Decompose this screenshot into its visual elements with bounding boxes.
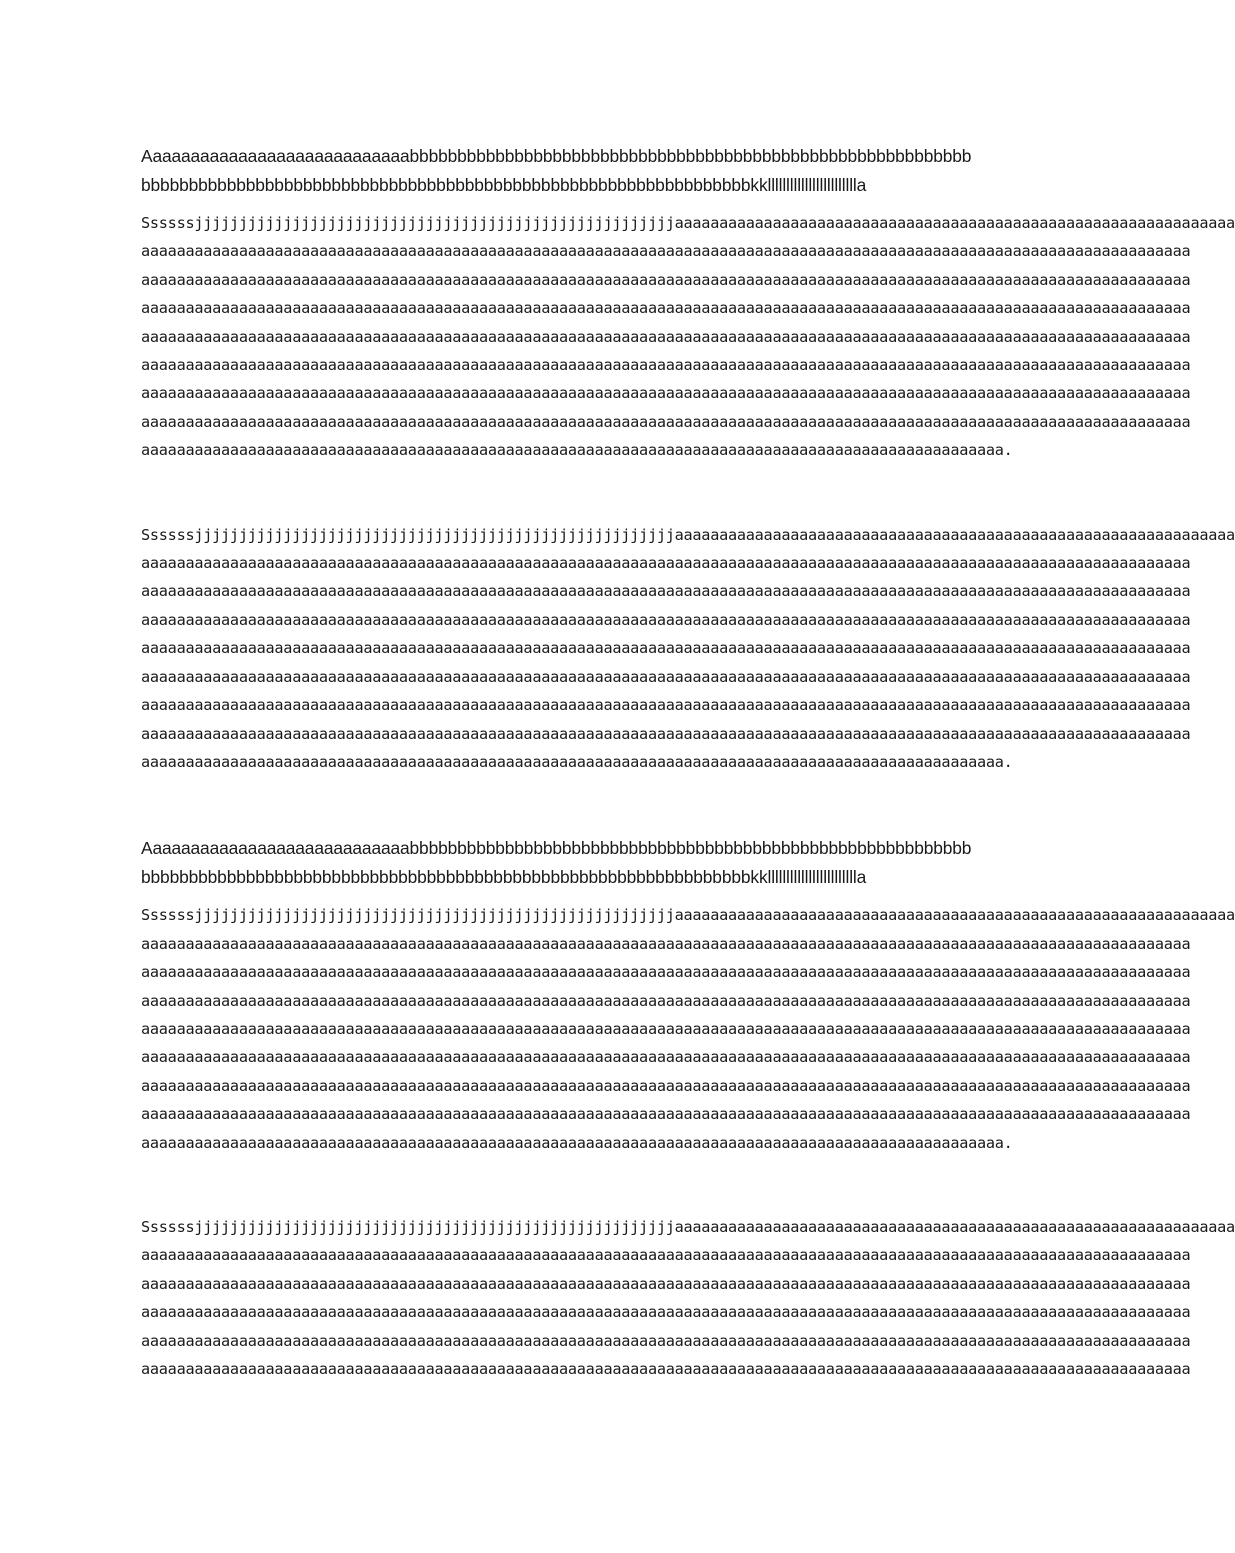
body-line: aaaaaaaaaaaaaaaaaaaaaaaaaaaaaaaaaaaaaaaaaaaaaaaaaaaaaaaaaaaaaaaaaaaaaaaaaaaaaaaaaaaaaaaaaaaaaaaaaaaaaaaaaaaaaaaaaaaaaa (141, 724, 1191, 743)
body-paragraph-1 (141, 209, 1235, 465)
body-paragraph-4 (141, 1213, 1235, 1383)
body-line: aaaaaaaaaaaaaaaaaaaaaaaaaaaaaaaaaaaaaaaaaaaaaaaaaaaaaaaaaaaaaaaaaaaaaaaaaaaaaaaaaaaaaaaaaaaaaaaaaaaaaaaaaaaaaaaaaaaaaa (141, 1105, 1191, 1124)
body-line: aaaaaaaaaaaaaaaaaaaaaaaaaaaaaaaaaaaaaaaaaaaaaaaaaaaaaaaaaaaaaaaaaaaaaaaaaaaaaaaaaaaaaaaaaaaaaaaaa. (141, 441, 1013, 460)
body-line: aaaaaaaaaaaaaaaaaaaaaaaaaaaaaaaaaaaaaaaaaaaaaaaaaaaaaaaaaaaaaaaaaaaaaaaaaaaaaaaaaaaaaaaaaaaaaaaaaaaaaaaaaaaaaaaaaaaaaa (141, 1246, 1191, 1265)
heading-paragraph-2 (141, 834, 1056, 892)
body-line: Ssssssjjjjjjjjjjjjjjjjjjjjjjjjjjjjjjjjjjjjjjjjjjjjjjjjjjjjjjaaaaaaaaaaaaaaaaaaaaaaaaaaaaaaaaaaaaaaaaaaaaaaaaaaaaaaaaaaaaaaa (141, 525, 1235, 544)
body-line: aaaaaaaaaaaaaaaaaaaaaaaaaaaaaaaaaaaaaaaaaaaaaaaaaaaaaaaaaaaaaaaaaaaaaaaaaaaaaaaaaaaaaaaaaaaaaaaaaaaaaaaaaaaaaaaaaaaaaa (141, 327, 1191, 346)
body-line: aaaaaaaaaaaaaaaaaaaaaaaaaaaaaaaaaaaaaaaaaaaaaaaaaaaaaaaaaaaaaaaaaaaaaaaaaaaaaaaaaaaaaaaaaaaaaaaaa. (141, 752, 1013, 771)
body-paragraph-3 (141, 901, 1235, 1157)
body-line: Ssssssjjjjjjjjjjjjjjjjjjjjjjjjjjjjjjjjjjjjjjjjjjjjjjjjjjjjjjaaaaaaaaaaaaaaaaaaaaaaaaaaaaaaaaaaaaaaaaaaaaaaaaaaaaaaaaaaaaaaa (141, 1217, 1235, 1236)
body-line: aaaaaaaaaaaaaaaaaaaaaaaaaaaaaaaaaaaaaaaaaaaaaaaaaaaaaaaaaaaaaaaaaaaaaaaaaaaaaaaaaaaaaaaaaaaaaaaaaaaaaaaaaaaaaaaaaaaaaa (141, 299, 1191, 318)
body-line: aaaaaaaaaaaaaaaaaaaaaaaaaaaaaaaaaaaaaaaaaaaaaaaaaaaaaaaaaaaaaaaaaaaaaaaaaaaaaaaaaaaaaaaaaaaaaaaaaaaaaaaaaaaaaaaaaaaaaa (141, 1360, 1191, 1378)
body-line: aaaaaaaaaaaaaaaaaaaaaaaaaaaaaaaaaaaaaaaaaaaaaaaaaaaaaaaaaaaaaaaaaaaaaaaaaaaaaaaaaaaaaaaaaaaaaaaaaaaaaaaaaaaaaaaaaaaaaa (141, 1303, 1191, 1322)
body-line: aaaaaaaaaaaaaaaaaaaaaaaaaaaaaaaaaaaaaaaaaaaaaaaaaaaaaaaaaaaaaaaaaaaaaaaaaaaaaaaaaaaaaaaaaaaaaaaaaaaaaaaaaaaaaaaaaaaaaa (141, 582, 1191, 601)
body-line: aaaaaaaaaaaaaaaaaaaaaaaaaaaaaaaaaaaaaaaaaaaaaaaaaaaaaaaaaaaaaaaaaaaaaaaaaaaaaaaaaaaaaaaaaaaaaaaaaaaaaaaaaaaaaaaaaaaaaa (141, 610, 1191, 629)
body-line: Ssssssjjjjjjjjjjjjjjjjjjjjjjjjjjjjjjjjjjjjjjjjjjjjjjjjjjjjjjaaaaaaaaaaaaaaaaaaaaaaaaaaaaaaaaaaaaaaaaaaaaaaaaaaaaaaaaaaaaaaa (141, 214, 1235, 232)
body-line: aaaaaaaaaaaaaaaaaaaaaaaaaaaaaaaaaaaaaaaaaaaaaaaaaaaaaaaaaaaaaaaaaaaaaaaaaaaaaaaaaaaaaaaaaaaaaaaaaaaaaaaaaaaaaaaaaaaaaa (141, 696, 1191, 715)
body-line: aaaaaaaaaaaaaaaaaaaaaaaaaaaaaaaaaaaaaaaaaaaaaaaaaaaaaaaaaaaaaaaaaaaaaaaaaaaaaaaaaaaaaaaaaaaaaaaaaaaaaaaaaaaaaaaaaaaaaa (141, 1331, 1191, 1350)
body-line: aaaaaaaaaaaaaaaaaaaaaaaaaaaaaaaaaaaaaaaaaaaaaaaaaaaaaaaaaaaaaaaaaaaaaaaaaaaaaaaaaaaaaaaaaaaaaaaaaaaaaaaaaaaaaaaaaaaaaa (141, 1274, 1191, 1293)
body-line: aaaaaaaaaaaaaaaaaaaaaaaaaaaaaaaaaaaaaaaaaaaaaaaaaaaaaaaaaaaaaaaaaaaaaaaaaaaaaaaaaaaaaaaaaaaaaaaaaaaaaaaaaaaaaaaaaaaaaa (141, 934, 1191, 953)
body-line: aaaaaaaaaaaaaaaaaaaaaaaaaaaaaaaaaaaaaaaaaaaaaaaaaaaaaaaaaaaaaaaaaaaaaaaaaaaaaaaaaaaaaaaaaaaaaaaaaaaaaaaaaaaaaaaaaaaaaa (141, 639, 1191, 658)
body-line: aaaaaaaaaaaaaaaaaaaaaaaaaaaaaaaaaaaaaaaaaaaaaaaaaaaaaaaaaaaaaaaaaaaaaaaaaaaaaaaaaaaaaaaaaaaaaaaaaaaaaaaaaaaaaaaaaaaaaa (141, 412, 1191, 431)
heading-line: bbbbbbbbbbbbbbbbbbbbbbbbbbbbbbbbbbbbbbbbbbbbbbbbbbbbbbbbbbbbbbbbkklllllllllllllllllllllllla (141, 175, 867, 195)
heading-line: bbbbbbbbbbbbbbbbbbbbbbbbbbbbbbbbbbbbbbbbbbbbbbbbbbbbbbbbbbbbbbbbkklllllllllllllllllllllllla (141, 867, 867, 888)
body-line: aaaaaaaaaaaaaaaaaaaaaaaaaaaaaaaaaaaaaaaaaaaaaaaaaaaaaaaaaaaaaaaaaaaaaaaaaaaaaaaaaaaaaaaaaaaaaaaaaaaaaaaaaaaaaaaaaaaaaa (141, 667, 1191, 686)
body-line: aaaaaaaaaaaaaaaaaaaaaaaaaaaaaaaaaaaaaaaaaaaaaaaaaaaaaaaaaaaaaaaaaaaaaaaaaaaaaaaaaaaaaaaaaaaaaaaaa. (141, 1133, 1013, 1152)
body-line: aaaaaaaaaaaaaaaaaaaaaaaaaaaaaaaaaaaaaaaaaaaaaaaaaaaaaaaaaaaaaaaaaaaaaaaaaaaaaaaaaaaaaaaaaaaaaaaaaaaaaaaaaaaaaaaaaaaaaa (141, 554, 1191, 573)
heading-line: Aaaaaaaaaaaaaaaaaaaaaaaaaaaabbbbbbbbbbbbbbbbbbbbbbbbbbbbbbbbbbbbbbbbbbbbbbbbbbbbbbbbbbb (141, 838, 972, 859)
body-line: aaaaaaaaaaaaaaaaaaaaaaaaaaaaaaaaaaaaaaaaaaaaaaaaaaaaaaaaaaaaaaaaaaaaaaaaaaaaaaaaaaaaaaaaaaaaaaaaaaaaaaaaaaaaaaaaaaaaaa (141, 991, 1191, 1010)
body-line: aaaaaaaaaaaaaaaaaaaaaaaaaaaaaaaaaaaaaaaaaaaaaaaaaaaaaaaaaaaaaaaaaaaaaaaaaaaaaaaaaaaaaaaaaaaaaaaaaaaaaaaaaaaaaaaaaaaaaa (141, 384, 1191, 403)
heading-paragraph-1 (141, 142, 1056, 200)
body-line: aaaaaaaaaaaaaaaaaaaaaaaaaaaaaaaaaaaaaaaaaaaaaaaaaaaaaaaaaaaaaaaaaaaaaaaaaaaaaaaaaaaaaaaaaaaaaaaaaaaaaaaaaaaaaaaaaaaaaa (141, 963, 1191, 982)
body-line: aaaaaaaaaaaaaaaaaaaaaaaaaaaaaaaaaaaaaaaaaaaaaaaaaaaaaaaaaaaaaaaaaaaaaaaaaaaaaaaaaaaaaaaaaaaaaaaaaaaaaaaaaaaaaaaaaaaaaa (141, 1076, 1191, 1095)
body-line: aaaaaaaaaaaaaaaaaaaaaaaaaaaaaaaaaaaaaaaaaaaaaaaaaaaaaaaaaaaaaaaaaaaaaaaaaaaaaaaaaaaaaaaaaaaaaaaaaaaaaaaaaaaaaaaaaaaaaa (141, 1019, 1191, 1038)
body-line: aaaaaaaaaaaaaaaaaaaaaaaaaaaaaaaaaaaaaaaaaaaaaaaaaaaaaaaaaaaaaaaaaaaaaaaaaaaaaaaaaaaaaaaaaaaaaaaaaaaaaaaaaaaaaaaaaaaaaa (141, 270, 1191, 289)
body-line: aaaaaaaaaaaaaaaaaaaaaaaaaaaaaaaaaaaaaaaaaaaaaaaaaaaaaaaaaaaaaaaaaaaaaaaaaaaaaaaaaaaaaaaaaaaaaaaaaaaaaaaaaaaaaaaaaaaaaa (141, 242, 1191, 261)
body-line: aaaaaaaaaaaaaaaaaaaaaaaaaaaaaaaaaaaaaaaaaaaaaaaaaaaaaaaaaaaaaaaaaaaaaaaaaaaaaaaaaaaaaaaaaaaaaaaaaaaaaaaaaaaaaaaaaaaaaa (141, 1048, 1191, 1067)
body-line: aaaaaaaaaaaaaaaaaaaaaaaaaaaaaaaaaaaaaaaaaaaaaaaaaaaaaaaaaaaaaaaaaaaaaaaaaaaaaaaaaaaaaaaaaaaaaaaaaaaaaaaaaaaaaaaaaaaaaa (141, 356, 1191, 375)
document-page (141, 142, 1235, 1383)
heading-line: Aaaaaaaaaaaaaaaaaaaaaaaaaaaabbbbbbbbbbbbbbbbbbbbbbbbbbbbbbbbbbbbbbbbbbbbbbbbbbbbbbbbbbb (141, 146, 972, 166)
body-line: Ssssssjjjjjjjjjjjjjjjjjjjjjjjjjjjjjjjjjjjjjjjjjjjjjjjjjjjjjjaaaaaaaaaaaaaaaaaaaaaaaaaaaaaaaaaaaaaaaaaaaaaaaaaaaaaaaaaaaaaaa (141, 906, 1235, 925)
body-paragraph-2 (141, 521, 1235, 777)
